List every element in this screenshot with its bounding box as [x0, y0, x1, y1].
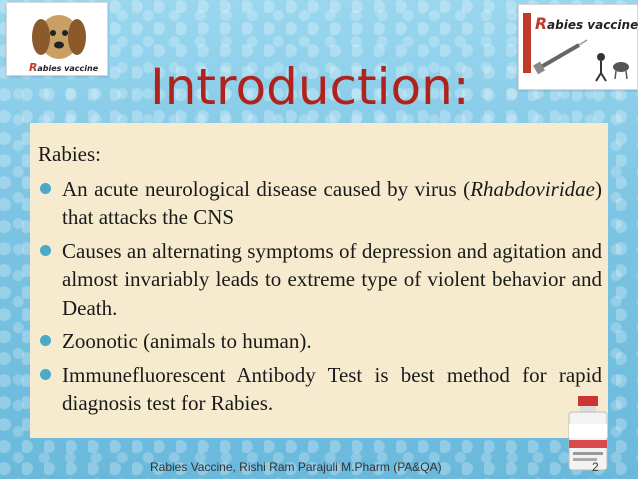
list-item: Zoonotic (animals to human). [38, 327, 602, 356]
logo-right [518, 4, 638, 90]
logo-right-text: Rabies vaccine [535, 15, 638, 33]
content-panel [30, 123, 608, 438]
list-item: Causes an alternating symptoms of depression and agitation and almost invariably leads to extreme type of violent behavior and Death. [38, 237, 602, 323]
bullet-icon [40, 335, 51, 346]
bullet-icon [40, 369, 51, 380]
bullet-list [38, 175, 602, 418]
syringe-icon [519, 5, 637, 89]
intro-label: Rabies: [38, 142, 101, 166]
vaccine-vial-image [563, 396, 613, 472]
list-item: Immunefluorescent Antibody Test is best method for rapid diagnosis test for Rabies. [38, 361, 602, 418]
bullet-icon [40, 245, 51, 256]
logo-left-text: Rabies vaccine [29, 61, 99, 74]
content-text [38, 140, 602, 423]
logo-left [6, 2, 108, 76]
slide-title: Introduction: [150, 58, 470, 116]
page-number: 2 [592, 460, 599, 474]
footer-author: Rabies Vaccine, Rishi Ram Parajuli M.Pharm (PA&QA) [150, 460, 442, 474]
bullet-icon [40, 183, 51, 194]
list-item: An acute neurological disease caused by virus (Rhabdoviridae) that attacks the CNS [38, 175, 602, 232]
dog-icon [7, 3, 107, 63]
